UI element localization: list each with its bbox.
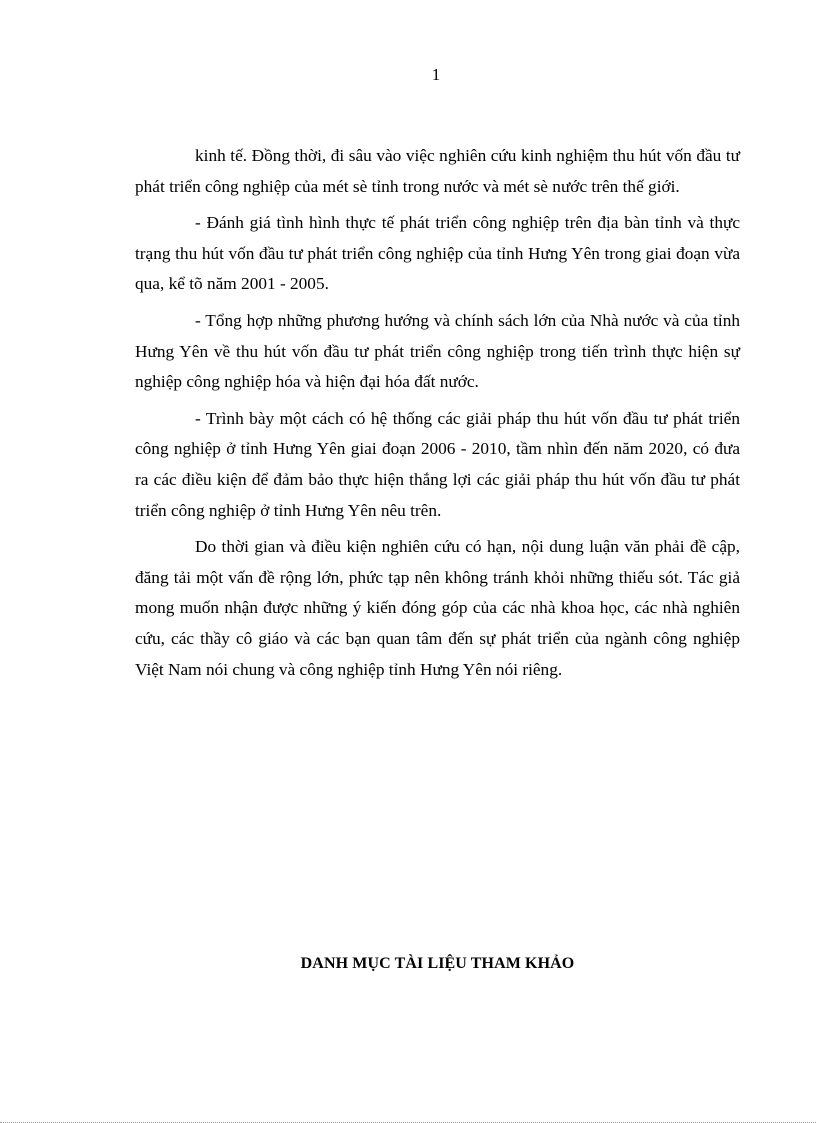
section-heading: DANH MỤC TÀI LIỆU THAM KHẢO — [300, 955, 575, 972]
paragraph: - Đánh giá tình hình thực tế phát triển công nghiệp trên địa bàn tỉnh và thực trạng thu hút vốn đầu tư phát triển công nghiệp của tỉnh Hưng Yên trong giai đoạn vừa qua, kể tõ năm 2001 - 2005. — [135, 213, 740, 294]
paragraph: - Tổng hợp những phương hướng và chính sách lớn của Nhà nước và của tỉnh Hưng Yên về thu hút vốn đầu tư phát triển công nghiệp trong tiến trình thực hiện sự nghiệp công nghiệp hóa và hiện đại hóa đất nước. — [135, 310, 740, 392]
paragraph: Do thời gian và điều kiện nghiên cứu có hạn, nội dung luận văn phải đề cập, đăng tải một vấn đề rộng lớn, phức tạp nên không tránh khỏi những thiếu sót. Tác giả mong muốn nhận được những ý kiến đóng góp của các nhà khoa học, các nhà nghiên cứu, các thầy cô giáo và các bạn quan tâm đến sự phát triển của ngành công nghiệp Việt Nam nói chung và công nghiệp tỉnh Hưng Yên nói riêng. — [135, 537, 740, 679]
page-number: 1 — [431, 65, 441, 84]
paragraph: - Trình bày một cách có hệ thống các giải pháp thu hút vốn đầu tư phát triển công nghiệp ở tỉnh Hưng Yên giai đoạn 2006 - 2010, tầm nhìn đến năm 2020, có đưa ra các điều kiện để đảm bảo thực hiện thắng lợi các giải pháp thu hút vốn đầu tư phát triển công nghiệp ở tỉnh Hưng Yên nêu trên. — [135, 408, 740, 520]
paragraph: kinh tế. Đồng thời, đi sâu vào việc nghiên cứu kinh nghiệm thu hút vốn đầu tư phát triển công nghiệp của mét sè tỉnh trong nước và mét sè nước trên thế giới. — [135, 146, 740, 196]
body-text — [135, 141, 740, 691]
